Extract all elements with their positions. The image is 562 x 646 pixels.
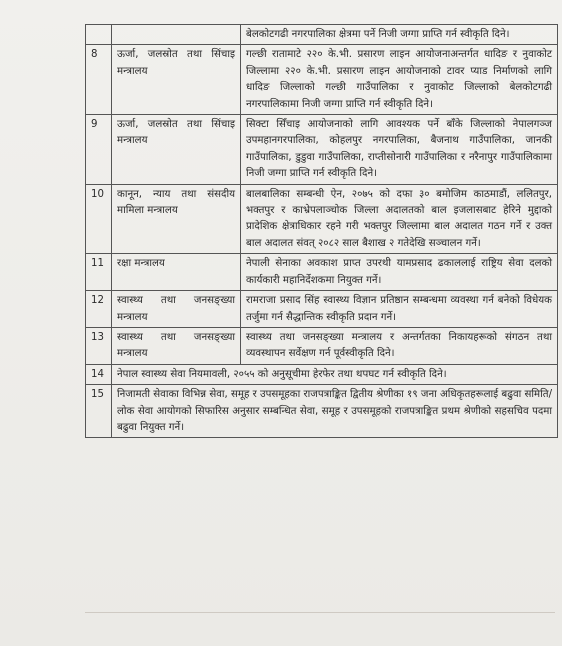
- row-number: 11: [86, 254, 112, 291]
- row-number: 13: [86, 327, 112, 364]
- row-number: 12: [86, 291, 112, 328]
- ministry-cell: रक्षा मन्त्रालय: [112, 254, 241, 291]
- row-number: 10: [86, 184, 112, 254]
- row-number: 14: [86, 364, 112, 384]
- cabinet-decisions-table: [85, 24, 558, 438]
- decision-cell: सिक्टा सिँचाइ आयोजनाको लागि आवश्यक पर्ने बाँके जिल्लाको नेपालगञ्ज उपमहानगरपालिका, कोहलपुर नगरपालिका, बैजनाथ गाउँपालिका, जानकी गाउँपालिका, डुडुवा गाउँपालिका, राप्तीसोनारी गाउँपालिका र नरैनापुर गाउँपालिकामा निजी जग्गा प्राप्ति गर्न स्वीकृति दिने।: [241, 115, 558, 185]
- decision-cell: नेपाल स्वास्थ्य सेवा नियमावली, २०५५ को अनुसूचीमा हेरफेर तथा थपघट गर्न स्वीकृति दिने।: [112, 364, 558, 384]
- ministry-cell: ऊर्जा, जलस्रोत तथा सिंचाइ मन्त्रालय: [112, 115, 241, 185]
- decision-cell: गल्छी रातामाटे २२० के.भी. प्रसारण लाइन आयोजनाअन्तर्गत धादिङ र नुवाकोट जिल्लामा २२० के.भी. प्रसारण लाइन आयोजनाको टावर प्याड निर्माणको लागि धादिङ जिल्लाको गल्छी गाउँपालिका र नुवाकोट जिल्लाको बेलकोटगढी नगरपालिकामा निजी जग्गा प्राप्ति गर्न स्वीकृति दिने।: [241, 45, 558, 115]
- table-row: [86, 327, 558, 364]
- ministry-cell: स्वास्थ्य तथा जनसङ्ख्या मन्त्रालय: [112, 291, 241, 328]
- row-number: 9: [86, 115, 112, 185]
- table-row: [86, 291, 558, 328]
- table-row: [86, 25, 558, 45]
- table-row: [86, 184, 558, 254]
- table-row: [86, 115, 558, 185]
- page-divider: [85, 612, 555, 613]
- decision-cell: निजामती सेवाका विभिन्न सेवा, समूह र उपसमूहका राजपत्राङ्कित द्वितीय श्रेणीका १९ जना अधिकृतहरूलाई बढुवा समिति/लोक सेवा आयोगको सिफारिस अनुसार सम्बन्धित सेवा, समूह र उपसमूहको राजपत्राङ्कित प्रथम श्रेणीको सहसचिव पदमा बढुवा नियुक्त गर्ने।: [112, 385, 558, 438]
- decision-cell: रामराजा प्रसाद सिंह स्वास्थ्य विज्ञान प्रतिष्ठान सम्बन्धमा व्यवस्था गर्न बनेको विधेयक तर्जुमा गर्न सैद्धान्तिक स्वीकृति प्रदान गर्ने।: [241, 291, 558, 328]
- table-row: [86, 254, 558, 291]
- table-row: [86, 364, 558, 384]
- decision-cell: स्वास्थ्य तथा जनसङ्ख्या मन्त्रालय र अन्तर्गतका निकायहरूको संगठन तथा व्यवस्थापन सर्वेक्षण गर्न पूर्वस्वीकृति दिने।: [241, 327, 558, 364]
- table-row: [86, 385, 558, 438]
- decision-cell: नेपाली सेनाका अवकाश प्राप्त उपरथी यामप्रसाद ढकाललाई राष्ट्रिय सेवा दलको कार्यकारी महानिर्देशकमा नियुक्त गर्ने।: [241, 254, 558, 291]
- row-number: 8: [86, 45, 112, 115]
- ministry-cell: [112, 25, 241, 45]
- ministry-cell: ऊर्जा, जलस्रोत तथा सिंचाइ मन्त्रालय: [112, 45, 241, 115]
- decision-cell: बेलकोटगढी नगरपालिका क्षेत्रमा पर्ने निजी जग्गा प्राप्ति गर्न स्वीकृति दिने।: [241, 25, 558, 45]
- row-number: [86, 25, 112, 45]
- decision-cell: बालबालिका सम्बन्धी ऐन, २०७५ को दफा ३० बमोजिम काठमाडौं, ललितपुर, भक्तपुर र काभ्रेपलाञ्चोक जिल्ला अदालतको बाल इजलासबाट हेरिने मुद्दाको प्रादेशिक क्षेत्राधिकार रहने गरी भक्तपुर जिल्लामा बाल अदालत गठन गर्ने र उक्त बाल अदालत संवत् २०८२ साल बैशाख २ गतेदेखि सञ्चालन गर्ने।: [241, 184, 558, 254]
- row-number: 15: [86, 385, 112, 438]
- table-row: [86, 45, 558, 115]
- ministry-cell: कानून, न्याय तथा संसदीय मामिला मन्त्रालय: [112, 184, 241, 254]
- ministry-cell: स्वास्थ्य तथा जनसङ्ख्या मन्त्रालय: [112, 327, 241, 364]
